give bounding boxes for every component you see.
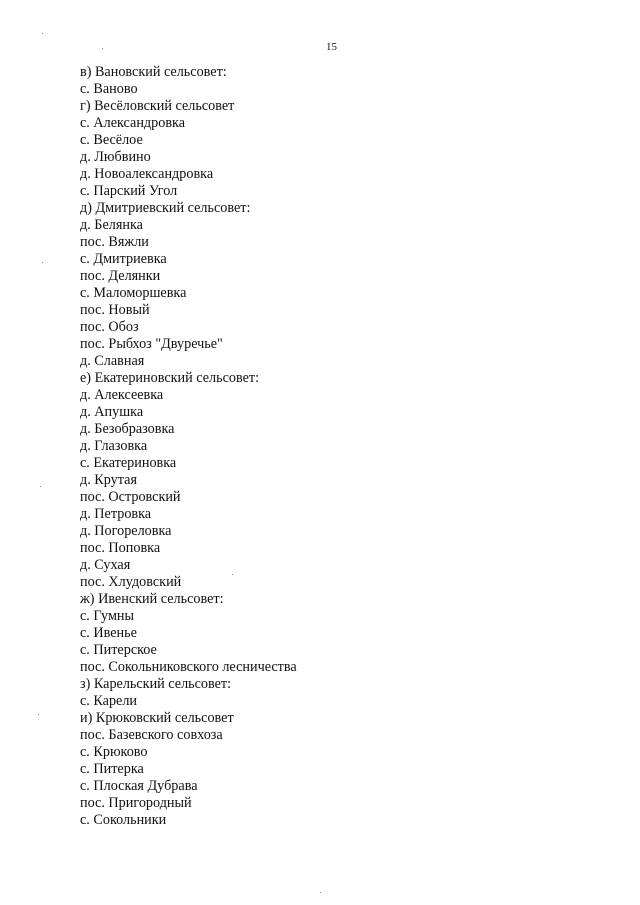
list-item: д. Белянка xyxy=(80,217,143,233)
list-item: с. Гумны xyxy=(80,608,135,624)
list-item: пос. Пригородный xyxy=(80,795,192,811)
list-item: пос. Новый xyxy=(80,302,150,318)
list-item: с. Парский Угол xyxy=(80,183,178,199)
scan-speck xyxy=(40,486,41,487)
list-item: пос. Хлудовский xyxy=(80,574,182,590)
list-item: с. Ивенье xyxy=(80,625,137,641)
list-item: пос. Поповка xyxy=(80,540,161,556)
list-item: д. Славная xyxy=(80,353,145,369)
list-item: пос. Делянки xyxy=(80,268,161,284)
list-item: д. Петровка xyxy=(80,506,152,522)
list-item: с. Карели xyxy=(80,693,138,709)
list-item: пос. Базевского совхоза xyxy=(80,727,223,743)
list-item: д. Любвино xyxy=(80,149,151,165)
scan-speck xyxy=(42,33,43,34)
list-item: д. Безобразовка xyxy=(80,421,175,437)
list-item: с. Александровка xyxy=(80,115,185,131)
list-item: с. Плоская Дубрава xyxy=(80,778,198,794)
list-item: с. Ваново xyxy=(80,81,138,97)
list-item: с. Питерское xyxy=(80,642,157,658)
list-item: и) Крюковский сельсовет xyxy=(80,710,234,726)
scan-speck xyxy=(42,262,43,263)
list-item: д. Апушка xyxy=(80,404,144,420)
list-item: с. Дмитриевка xyxy=(80,251,167,267)
list-item: д. Новоалександровка xyxy=(80,166,214,182)
scan-speck xyxy=(320,892,321,893)
list-item: ж) Ивенский сельсовет: xyxy=(80,591,224,607)
list-item: пос. Сокольниковского лесничества xyxy=(80,659,297,675)
list-item: пос. Вяжли xyxy=(80,234,149,250)
list-item: пос. Рыбхоз "Двуречье" xyxy=(80,336,223,352)
list-item: с. Сокольники xyxy=(80,812,167,828)
list-item: д. Глазовка xyxy=(80,438,148,454)
page-number: 15 xyxy=(326,41,337,53)
list-item: пос. Обоз xyxy=(80,319,139,335)
list-item: з) Карельский сельсовет: xyxy=(80,676,232,692)
list-item: д. Крутая xyxy=(80,472,137,488)
list-item: в) Вановский сельсовет: xyxy=(80,64,227,80)
list-item: с. Екатериновка xyxy=(80,455,177,471)
list-item: е) Екатериновский сельсовет: xyxy=(80,370,260,386)
list-item: пос. Островский xyxy=(80,489,181,505)
list-item: г) Весёловский сельсовет xyxy=(80,98,235,114)
list-item: д. Алексеевка xyxy=(80,387,164,403)
list-item: с. Маломоршевка xyxy=(80,285,187,301)
scan-speck xyxy=(102,48,103,49)
list-item: с. Питерка xyxy=(80,761,144,777)
settlement-list xyxy=(80,64,600,829)
list-item: с. Весёлое xyxy=(80,132,143,148)
list-item: д) Дмитриевский сельсовет: xyxy=(80,200,251,216)
list-item: с. Крюково xyxy=(80,744,148,760)
list-item: д. Сухая xyxy=(80,557,131,573)
scan-speck xyxy=(232,574,233,575)
scan-speck xyxy=(38,714,39,715)
list-item: д. Погореловка xyxy=(80,523,172,539)
